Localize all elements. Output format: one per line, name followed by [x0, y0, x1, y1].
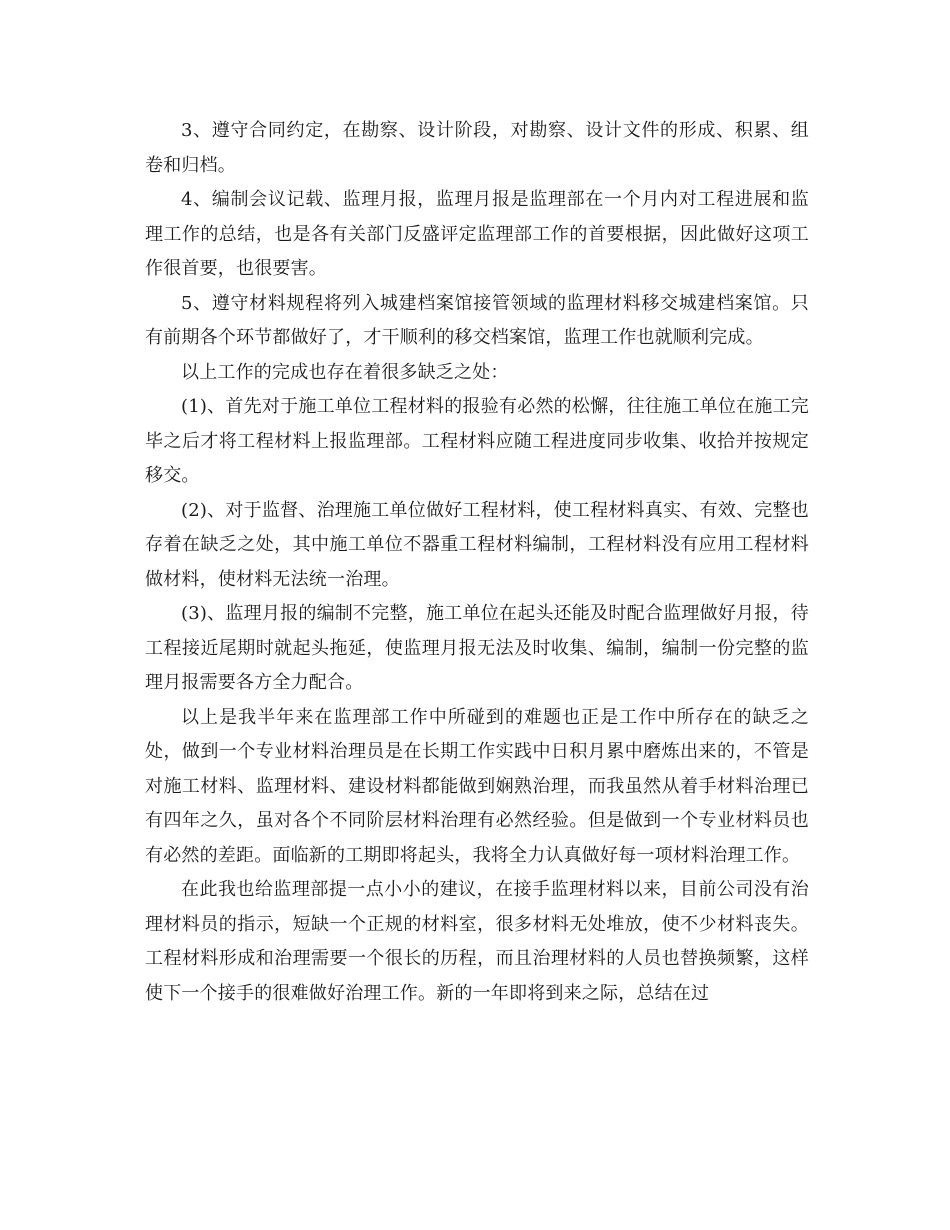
paragraph-item-3: 3、遵守合同约定，在勘察、设计阶段，对勘察、设计文件的形成、积累、组卷和归档。 — [145, 120, 809, 176]
paragraph-item-5: 5、遵守材料规程将列入城建档案馆接管领域的监理材料移交城建档案馆。只有前期各个环节都做好了，才干顺利的移交档案馆，监理工作也就顺利完成。 — [145, 292, 809, 348]
paragraph-summary: 以上是我半年来在监理部工作中所碰到的难题也正是工作中所存在的缺乏之处，做到一个专业材料治理员是在长期工作实践中日积月累中磨炼出来的，不管是对施工材料、监理材料、建设材料都能做到娴熟治理，而我虽然从着手材料治理已有四年之久，虽对各个不同阶层材料治理有必然经验。但是做到一个专业材料员也有必然的差距。面临新的工期即将起头，我将全力认真做好每一项材料治理工作。 — [145, 706, 809, 866]
paragraph-shortcoming-2: (2)、对于监督、治理施工单位做好工程材料，使工程材料真实、有效、完整也存着在缺乏之处，其中施工单位不器重工程材料编制，工程材料没有应用工程材料做材料，使材料无法统一治理。 — [145, 499, 809, 590]
paragraph-item-4: 4、编制会议记载、监理月报，监理月报是监理部在一个月内对工程进展和监理工作的总结，也是各有关部门反盛评定监理部工作的首要根据，因此做好这项工作很首要，也很要害。 — [145, 189, 809, 279]
paragraph-shortcomings-intro: 以上工作的完成也存在着很多缺乏之处： — [181, 361, 509, 383]
paragraph-shortcoming-1: (1)、首先对于施工单位工程材料的报验有必然的松懈，往往施工单位在施工完毕之后才将工程材料上报监理部。工程材料应随工程进度同步收集、收拾并按规定移交。 — [145, 396, 809, 486]
paragraph-shortcoming-3: (3)、监理月报的编制不完整，施工单位在起头还能及时配合监理做好月报，待工程接近尾期时就起头拖延，使监理月报无法及时收集、编制，编制一份完整的监理月报需要各方全力配合。 — [145, 603, 809, 693]
paragraph-suggestion: 在此我也给监理部提一点小小的建议，在接手监理材料以来，目前公司没有治理材料员的指示，短缺一个正规的材料室，很多材料无处堆放，使不少材料丧失。工程材料形成和治理需要一个很长的历程，而且治理材料的人员也替换频繁，这样使下一个接手的很难做好治理工作。新的一年即将到来之际，总结在过 — [145, 879, 809, 1004]
document-body — [145, 114, 809, 1011]
